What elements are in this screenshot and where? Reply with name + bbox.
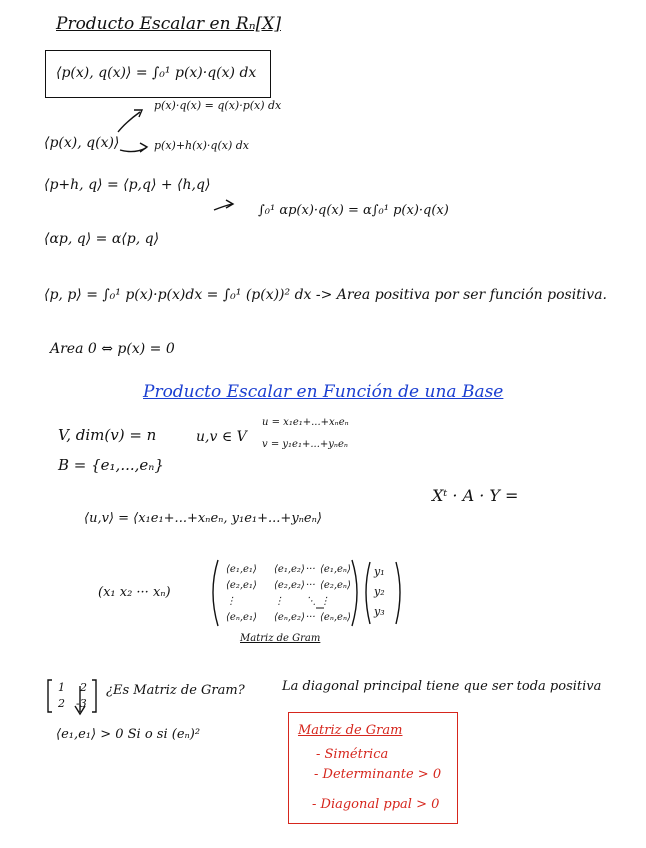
- gram-item-determinant: - Determinante > 0: [314, 767, 442, 782]
- uv-in-v: u,v ∈ V: [196, 429, 247, 445]
- integral-scalar: ∫₀¹ αp(x)·q(x) = α∫₀¹ p(x)·q(x): [258, 203, 449, 218]
- gram-matrix-cell: ⟨e₁,e₁⟩: [226, 564, 257, 575]
- row-vector: (x₁ x₂ ··· xₙ): [98, 585, 171, 600]
- col-vector-3: y₃: [374, 605, 385, 618]
- col-vector-1: y₁: [374, 565, 385, 578]
- dimension: V, dim(v) = n: [58, 426, 157, 444]
- basis: B = {e₁,...,eₙ}: [58, 456, 164, 474]
- area-zero: Area 0 ⇔ p(x) = 0: [50, 341, 175, 357]
- xt-a-y: Xᵗ · A · Y =: [432, 486, 519, 505]
- example-matrix-a21: 2: [58, 697, 65, 710]
- example-matrix-a22: -3: [76, 697, 87, 710]
- pq-expression: ⟨p(x), q(x)⟩: [44, 135, 120, 151]
- homogeneity-expression: ⟨αp, q⟩ = α⟨p, q⟩: [44, 231, 160, 247]
- gram-matrix-cell: ⟨eₙ,e₁⟩: [226, 612, 257, 623]
- matrix-caption: Matriz de Gram: [240, 633, 321, 644]
- col-vector-2: y₂: [374, 585, 385, 598]
- section1-title: Producto Escalar en Rₙ[X]: [56, 14, 281, 34]
- boxed-formula: ⟨p(x), q(x)⟩ = ∫₀¹ p(x)·q(x) dx: [56, 65, 257, 81]
- u-definition: u = x₁e₁+...+xₙeₙ: [262, 417, 349, 428]
- gram-matrix-cell: ···: [306, 612, 316, 623]
- gram-matrix-cell: ⟨eₙ,e₂⟩: [274, 612, 305, 623]
- linearity-expression: ⟨p+h, q⟩ = ⟨p,q⟩ + ⟨h,q⟩: [44, 177, 211, 193]
- uv-expanded: ⟨u,v⟩ = ⟨x₁e₁+...+xₙeₙ, y₁e₁+...+yₙeₙ⟩: [84, 511, 322, 526]
- gram-matrix-cell: ⟨e₁,e₂⟩: [274, 564, 305, 575]
- gram-matrix-cell: ⟨e₂,e₂⟩: [274, 580, 305, 591]
- example-matrix-a11: 1: [58, 681, 65, 694]
- section2-title: Producto Escalar en Función de una Base: [143, 382, 504, 402]
- diagonal-note: La diagonal principal tiene que ser toda positiva: [282, 679, 602, 694]
- ee-positive: ⟨e₁,e₁⟩ > 0 Si o si (eₙ)²: [56, 727, 201, 742]
- branch-top: p(x)·q(x) = q(x)·p(x) dx: [154, 99, 282, 112]
- gram-matrix-cell: ⟨e₁,eₙ⟩: [320, 564, 351, 575]
- gram-matrix-cell: ⋮: [226, 596, 236, 607]
- gram-box-title: Matriz de Gram: [298, 723, 403, 738]
- branch-bottom: p(x)+h(x)·q(x) dx: [154, 139, 249, 152]
- gram-matrix-cell: ···: [306, 580, 316, 591]
- gram-item-symmetric: - Simétrica: [316, 747, 389, 762]
- v-definition: v = y₁e₁+...+yₙeₙ: [262, 439, 348, 450]
- example-matrix-a12: 2: [80, 681, 87, 694]
- positivity-expression: ⟨p, p⟩ = ∫₀¹ p(x)·p(x)dx = ∫₀¹ (p(x))² dx -> Area positiva por ser función positiva.: [44, 287, 607, 303]
- gram-matrix-cell: ⋮: [274, 596, 284, 607]
- gram-matrix-cell: ···: [306, 564, 316, 575]
- gram-matrix-cell: ⟨e₂,e₁⟩: [226, 580, 257, 591]
- gram-item-diagonal: - Diagonal ppal > 0: [312, 797, 440, 812]
- gram-matrix-cell: ⟨eₙ,eₙ⟩: [320, 612, 351, 623]
- gram-question: ¿Es Matriz de Gram?: [106, 683, 245, 698]
- gram-matrix-cell: ⋮: [320, 596, 330, 607]
- gram-matrix-cell: ⟨e₂,eₙ⟩: [320, 580, 351, 591]
- gram-matrix-cell: ⋱: [306, 596, 316, 607]
